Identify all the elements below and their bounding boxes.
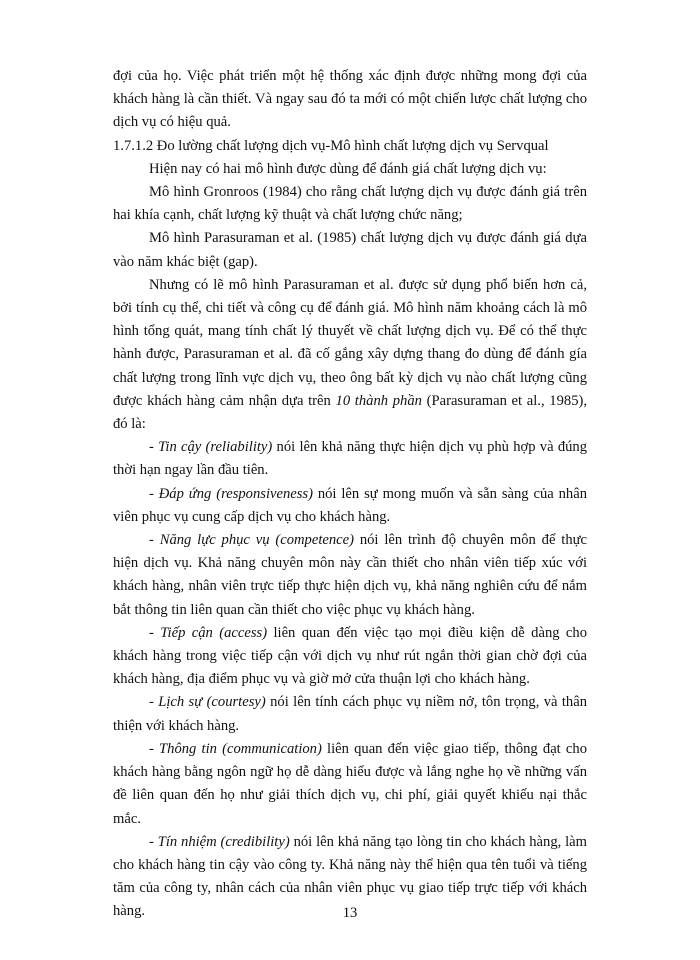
paragraph-servqual: [113, 274, 587, 436]
section-heading: 1.7.1.2 Đo lường chất lượng dịch vụ-Mô hình chất lượng dịch vụ Servqual: [113, 137, 549, 154]
emphasis-ten-components: 10 thành phần: [335, 392, 422, 409]
item-text: nói lên sự mong muốn và sẵn sàng của nhân viên phục vụ cung cấp dịch vụ cho khách hàng.: [113, 485, 588, 525]
list-item-competence: [113, 529, 587, 622]
text-run: Nhưng có lẽ mô hình Parasuraman et al. được sử dụng phổ biến hơn cả, bởi tính cụ thể, chi tiết và công cụ để đánh giá. Mô hình năm khoảng cách là mô hình tổng quát, mang tính chất lý thuyết về chất lượng dịch vụ. Để có thể thực hành được, Parasuraman et al. đã cố gắng xây dựng thang đo dùng để đánh gía chất lượng trong lĩnh vực dịch vụ, theo ông bất kỳ dịch vụ nào chất lượng cũng được khách hàng cảm nhận dựa trên: [113, 276, 587, 409]
item-text: liên quan đến việc giao tiếp, thông đạt cho khách hàng bằng ngôn ngữ họ dễ dàng hiểu được và lắng nghe họ về những vấn đề liên quan đến họ như giải thích dịch vụ, chi phí, giải quyết khiếu nại thắc mắc.: [113, 740, 587, 827]
body-text: [113, 65, 587, 924]
text-run: (Parasuraman et al., 1985), đó là:: [113, 392, 587, 433]
item-text: nói lên trình độ chuyên môn để thực hiện dịch vụ. Khả năng chuyên môn này cần thiết cho nhân viên tiếp xúc với khách hàng, nhân viên trực tiếp thực hiện dịch vụ, khả năng nghiên cứu để nắm bắt thông tin liên quan cần thiết cho việc phục vụ khách hàng.: [113, 532, 588, 618]
paragraph-gronroos: Mô hình Gronroos (1984) cho rằng chất lượng dịch vụ được đánh giá trên hai khía cạnh, chất lượng kỹ thuật và chất lượng chức năng;: [113, 184, 587, 224]
item-text: nói lên khả năng thực hiện dịch vụ phù hợp và đúng thời hạn ngay lần đầu tiên.: [113, 439, 588, 479]
list-item-responsiveness: [113, 483, 587, 529]
list-item-reliability: [113, 436, 587, 482]
list-item-courtesy: [113, 691, 587, 737]
list-item-access: [113, 622, 587, 692]
list-item-communication: [113, 738, 587, 831]
item-text: liên quan đến việc tạo mọi điều kiện dễ dàng cho khách hàng trong việc tiếp cận với dịch vụ như rút ngắn thời gian chờ đợi của khách hàng, địa điểm phục vụ và giờ mở cửa thuận lợi cho khách hàng.: [113, 624, 587, 688]
paragraph-models-intro: Hiện nay có hai mô hình được dùng để đánh giá chất lượng dịch vụ:: [149, 160, 547, 177]
item-text: nói lên khả năng tạo lòng tin cho khách hàng, làm cho khách hàng tin cậy vào công ty. Khả năng này thể hiện qua tên tuổi và tiếng tăm của công ty, nhân cách của nhân viên phục vụ giao tiếp trực tiếp với khách hàng.: [113, 833, 587, 920]
page-number: 13: [342, 905, 358, 921]
item-term: - Tiếp cận (access): [149, 624, 268, 641]
item-term: - Tin cậy (reliability): [149, 439, 273, 456]
item-term: - Lịch sự (courtesy): [149, 694, 266, 711]
item-text: nói lên tính cách phục vụ niềm nở, tôn trọng, và thân thiện với khách hàng.: [113, 694, 587, 734]
item-term: - Tín nhiệm (credibility): [149, 833, 290, 850]
paragraph-parasuraman: Mô hình Parasuraman et al. (1985) chất lượng dịch vụ được đánh giá dựa vào năm khác biệt (gap).: [113, 230, 587, 270]
item-term: - Năng lực phục vụ (competence): [149, 532, 354, 549]
paragraph-continuation: đợi của họ. Việc phát triển một hệ thống xác định được những mong đợi của khách hàng là cần thiết. Và ngay sau đó ta mới có một chiến lược chất lượng cho dịch vụ có hiệu quả.: [113, 68, 587, 131]
item-term: - Thông tin (communication): [149, 740, 322, 757]
item-term: - Đáp ứng (responsiveness): [149, 485, 313, 502]
